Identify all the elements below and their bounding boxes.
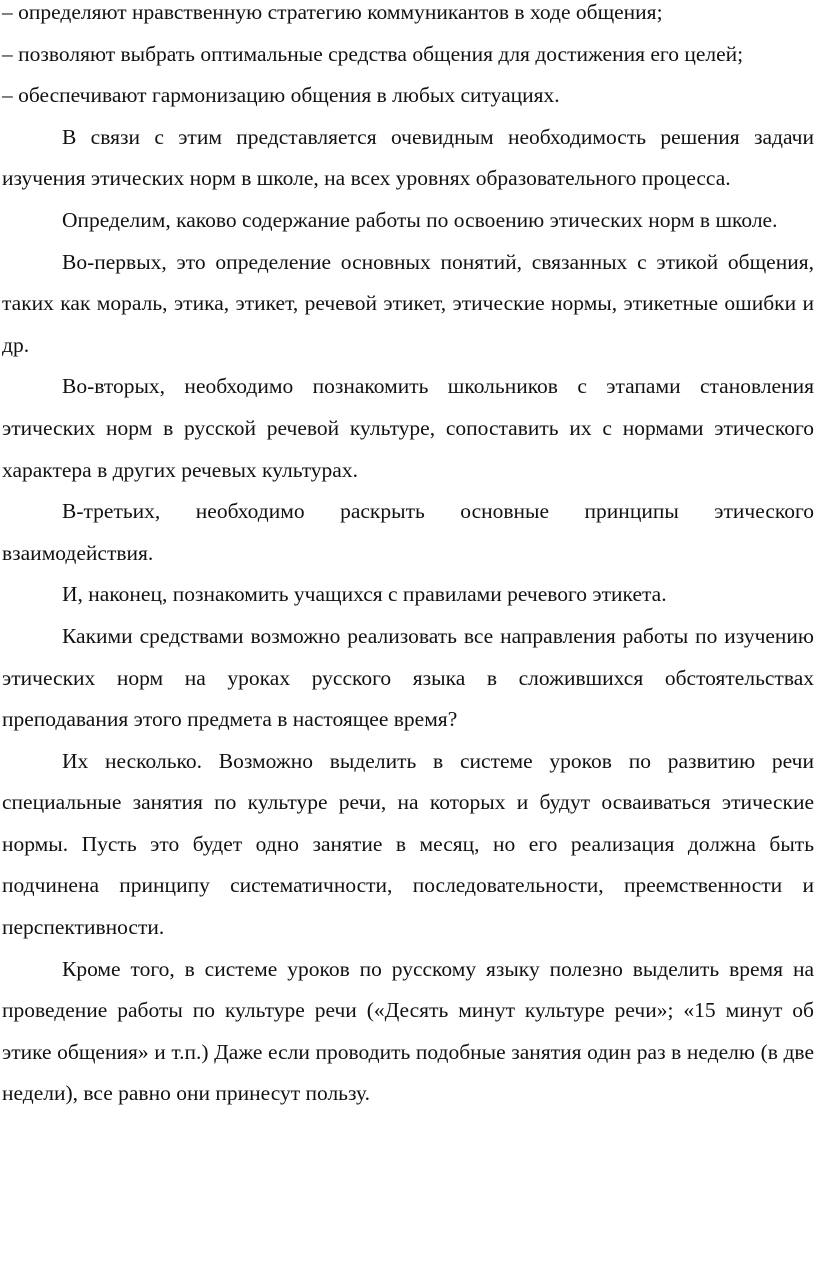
paragraph-besides: Кроме того, в системе уроков по русскому языку полезно выделить время на проведение работы по культуре речи («Десять минут культуре речи»; «15 минут об этике общения» и т.п.) Даже если проводить подобные занятия один раз в неделю (в две недели), все равно они принесут пользу. — [2, 956, 814, 1106]
paragraph-question: Какими средствами возможно реализовать все направления работы по изучению этических норм на уроках русского языка в сложившихся обстоятельствах преподавания этого предмета в настоящее время? — [2, 623, 814, 732]
list-item-optimal-means: – позволяют выбрать оптимальные средства общения для достижения его целей; — [2, 41, 744, 66]
paragraph-necessity: В связи с этим представляется очевидным необходимость решения задачи изучения этических норм в школе, на всех уровнях образовательного процесса. — [2, 124, 814, 191]
list-item-harmonization: – обеспечивают гармонизацию общения в любых ситуациях. — [2, 83, 560, 108]
paragraph-second: Во-вторых, необходимо познакомить школьников с этапами становления этических норм в русской речевой культуре, сопоставить их с нормами этического характера в других речевых культурах. — [2, 374, 814, 482]
paragraph-third: В-третьих, необходимо раскрыть основные принципы этического взаимодействия. — [2, 499, 814, 565]
list-item-moral-strategy: – определяют нравственную стратегию коммуникантов в ходе общения; — [2, 0, 663, 24]
paragraph-several-means: Их несколько. Возможно выделить в системе уроков по развитию речи специальные занятия по культуре речи, на которых и будут осваиваться этические нормы. Пусть это будет одно занятие в месяц, но его реализация должна быть подчинена принципу систематичности, последовательности, преемственности и перспективности. — [2, 748, 814, 940]
paragraph-first: Во-первых, это определение основных понятий, связанных с этикой общения, таких как мораль, этика, этикет, речевой этикет, этические нормы, этикетные ошибки и др. — [2, 249, 814, 357]
paragraph-finally: И, наконец, познакомить учащихся с правилами речевого этикета. — [62, 582, 667, 607]
paragraph-content-definition: Определим, каково содержание работы по освоению этических норм в школе. — [62, 207, 778, 232]
